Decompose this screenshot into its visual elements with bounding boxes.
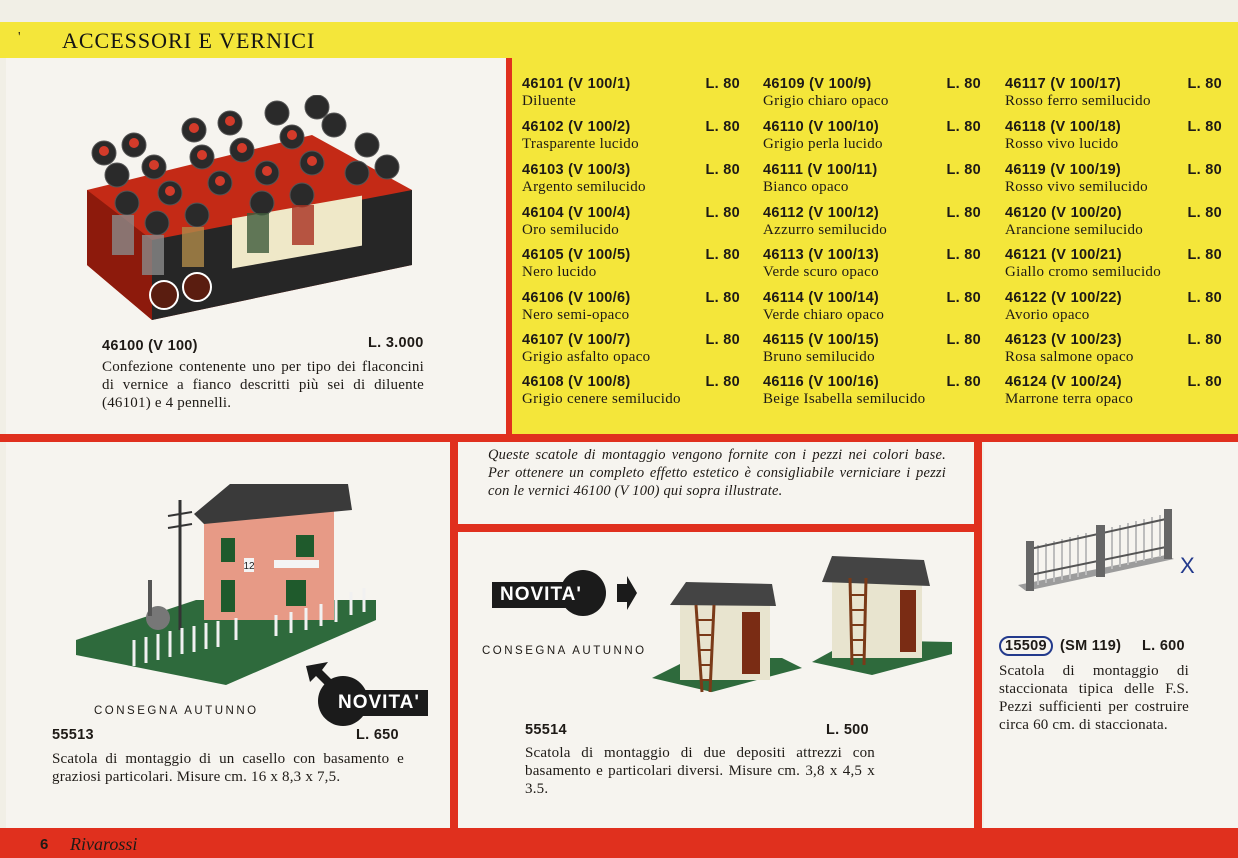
paint-price: L. 80 bbox=[705, 119, 740, 135]
rivarossi-logo: Rivarossi bbox=[70, 834, 138, 854]
paint-price: L. 80 bbox=[1187, 290, 1222, 306]
staccionata-price: L. 600 bbox=[1142, 638, 1185, 654]
paint-item bbox=[763, 205, 981, 247]
footer-bar bbox=[0, 828, 1238, 858]
header-mark: ' bbox=[18, 30, 21, 45]
depositi-novita-badge: NOVITA' bbox=[492, 582, 590, 608]
paint-code: 46111 (V 100/11) bbox=[763, 162, 878, 178]
paint-code: 46104 (V 100/4) bbox=[522, 205, 631, 221]
paint-item bbox=[1005, 290, 1222, 332]
paint-price: L. 80 bbox=[705, 374, 740, 390]
staccionata-description: Scatola di montaggio di staccionata tipica delle F.S. Pezzi sufficienti per costruire circa 60 cm. di staccionata. bbox=[999, 663, 1189, 733]
paint-name: Grigio chiaro opaco bbox=[763, 93, 889, 109]
paint-item bbox=[763, 332, 981, 374]
kit-code: 46100 (V 100) bbox=[102, 338, 198, 354]
paint-name: Rosso ferro semilucido bbox=[1005, 93, 1151, 109]
casello-sign-number: 12 bbox=[243, 561, 255, 572]
paint-item bbox=[522, 162, 740, 204]
paint-price: L. 80 bbox=[946, 332, 981, 348]
paint-item bbox=[1005, 374, 1222, 416]
paint-item bbox=[1005, 332, 1222, 374]
casello-price: L. 650 bbox=[356, 727, 399, 743]
assembly-note: Queste scatole di montaggio vengono fornite con i pezzi nei colori base. Per ottenere un completo effetto estetico è consigliabile verniciare i pezzi con le vernici 46100 (V 100) qui sopra illustrate. bbox=[488, 447, 946, 499]
page-number: 6 bbox=[40, 836, 49, 853]
arrow-right-icon bbox=[617, 576, 637, 610]
paint-price: L. 80 bbox=[946, 162, 981, 178]
paint-code: 46109 (V 100/9) bbox=[763, 76, 872, 92]
paint-name: Giallo cromo semilucido bbox=[1005, 264, 1162, 280]
paint-name: Rosso vivo semilucido bbox=[1005, 179, 1148, 195]
paint-name: Argento semilucido bbox=[522, 179, 646, 195]
paint-code: 46112 (V 100/12) bbox=[763, 205, 880, 221]
paint-code: 46113 (V 100/13) bbox=[763, 247, 880, 263]
paint-item bbox=[522, 247, 740, 289]
kit-description: Confezione contenente uno per tipo dei flaconcini di vernice a fianco descritti più sei di diluente (46101) e 4 pennelli. bbox=[102, 359, 424, 411]
paint-code: 46108 (V 100/8) bbox=[522, 374, 631, 390]
staccionata-illustration bbox=[1016, 505, 1176, 600]
paint-code: 46121 (V 100/21) bbox=[1005, 247, 1122, 263]
paint-code: 46115 (V 100/15) bbox=[763, 332, 880, 348]
paint-price: L. 80 bbox=[705, 76, 740, 92]
paint-name: Arancione semilucido bbox=[1005, 222, 1144, 238]
divider-vertical-right bbox=[974, 442, 982, 830]
paint-price: L. 80 bbox=[705, 162, 740, 178]
paint-price: L. 80 bbox=[1187, 374, 1222, 390]
paint-item bbox=[763, 290, 981, 332]
paint-name: Avorio opaco bbox=[1005, 307, 1090, 323]
paint-name: Grigio asfalto opaco bbox=[522, 349, 651, 365]
depositi-description: Scatola di montaggio di due depositi attrezzi con basamento e particolari diversi. Misure cm. 3,8 x 4,5 x 3.5. bbox=[525, 745, 875, 797]
paint-price: L. 80 bbox=[946, 290, 981, 306]
paint-item bbox=[522, 374, 740, 416]
paint-code: 46105 (V 100/5) bbox=[522, 247, 631, 263]
paint-code: 46119 (V 100/19) bbox=[1005, 162, 1122, 178]
paint-item bbox=[763, 119, 981, 161]
paint-name: Beige Isabella semilucido bbox=[763, 391, 926, 407]
paint-code: 46107 (V 100/7) bbox=[522, 332, 631, 348]
depositi-illustration bbox=[652, 550, 962, 695]
paint-code: 46101 (V 100/1) bbox=[522, 76, 631, 92]
paint-code: 46114 (V 100/14) bbox=[763, 290, 880, 306]
paint-price: L. 80 bbox=[1187, 76, 1222, 92]
divider-horizontal-mid bbox=[0, 434, 1238, 442]
paint-price: L. 80 bbox=[1187, 205, 1222, 221]
paint-name: Verde chiaro opaco bbox=[763, 307, 885, 323]
paint-name: Diluente bbox=[522, 93, 577, 109]
paint-price: L. 80 bbox=[946, 247, 981, 263]
paint-price: L. 80 bbox=[705, 332, 740, 348]
depositi-code: 55514 bbox=[525, 722, 567, 738]
paint-name: Bruno semilucido bbox=[763, 349, 875, 365]
paint-item bbox=[1005, 162, 1222, 204]
paint-code: 46117 (V 100/17) bbox=[1005, 76, 1122, 92]
paint-name: Grigio perla lucido bbox=[763, 136, 883, 152]
paint-name: Rosso vivo lucido bbox=[1005, 136, 1119, 152]
paint-kit-illustration bbox=[82, 95, 417, 325]
paint-item bbox=[1005, 76, 1222, 118]
paint-code: 46106 (V 100/6) bbox=[522, 290, 631, 306]
divider-vertical-left bbox=[450, 442, 458, 830]
paint-code: 46118 (V 100/18) bbox=[1005, 119, 1122, 135]
paint-item bbox=[522, 332, 740, 374]
staccionata-mark: X bbox=[1180, 553, 1195, 578]
paint-item bbox=[522, 290, 740, 332]
kit-price: L. 3.000 bbox=[368, 335, 424, 351]
paint-price: L. 80 bbox=[946, 374, 981, 390]
casello-code: 55513 bbox=[52, 727, 94, 743]
casello-novita-badge: NOVITA' bbox=[330, 690, 428, 716]
paint-item bbox=[522, 119, 740, 161]
paint-item bbox=[763, 247, 981, 289]
paint-name: Nero lucido bbox=[522, 264, 597, 280]
paint-code: 46103 (V 100/3) bbox=[522, 162, 631, 178]
paint-item bbox=[763, 374, 981, 416]
paint-code: 46123 (V 100/23) bbox=[1005, 332, 1122, 348]
casello-description: Scatola di montaggio di un casello con basamento e graziosi particolari. Misure cm. 16 x 8,3 x 7,5. bbox=[52, 751, 404, 785]
paint-item bbox=[522, 205, 740, 247]
paint-code: 46110 (V 100/10) bbox=[763, 119, 880, 135]
divider-horizontal-note bbox=[458, 524, 974, 532]
divider-vertical-top bbox=[506, 58, 512, 438]
paint-item bbox=[522, 76, 740, 118]
paint-name: Nero semi-opaco bbox=[522, 307, 630, 323]
paint-name: Trasparente lucido bbox=[522, 136, 639, 152]
paint-name: Azzurro semilucido bbox=[763, 222, 888, 238]
paint-item bbox=[763, 162, 981, 204]
paint-name: Rosa salmone opaco bbox=[1005, 349, 1134, 365]
staccionata-code: (SM 119) bbox=[1060, 638, 1122, 654]
paint-name: Grigio cenere semilucido bbox=[522, 391, 681, 407]
depositi-delivery: CONSEGNA AUTUNNO bbox=[482, 645, 647, 657]
paint-price: L. 80 bbox=[1187, 247, 1222, 263]
paint-price: L. 80 bbox=[1187, 119, 1222, 135]
paint-item bbox=[1005, 119, 1222, 161]
paint-item bbox=[763, 76, 981, 118]
paint-price: L. 80 bbox=[946, 76, 981, 92]
staccionata-panel bbox=[984, 442, 1238, 828]
paint-price: L. 80 bbox=[705, 290, 740, 306]
paint-price: L. 80 bbox=[1187, 332, 1222, 348]
paint-name: Oro semilucido bbox=[522, 222, 620, 238]
paint-price: L. 80 bbox=[705, 205, 740, 221]
depositi-price: L. 500 bbox=[826, 722, 869, 738]
paint-price: L. 80 bbox=[946, 205, 981, 221]
casello-illustration bbox=[76, 480, 386, 690]
paint-code: 46116 (V 100/16) bbox=[763, 374, 880, 390]
paint-code: 46124 (V 100/24) bbox=[1005, 374, 1122, 390]
paint-item bbox=[1005, 247, 1222, 289]
paint-price: L. 80 bbox=[946, 119, 981, 135]
page-title: ACCESSORI E VERNICI bbox=[62, 28, 316, 53]
paint-item bbox=[1005, 205, 1222, 247]
paint-price: L. 80 bbox=[1187, 162, 1222, 178]
staccionata-circled-code: 15509 bbox=[999, 636, 1053, 656]
paint-name: Verde scuro opaco bbox=[763, 264, 879, 280]
paint-code: 46122 (V 100/22) bbox=[1005, 290, 1122, 306]
paint-code: 46120 (V 100/20) bbox=[1005, 205, 1122, 221]
paint-name: Marrone terra opaco bbox=[1005, 391, 1134, 407]
paint-price: L. 80 bbox=[705, 247, 740, 263]
paint-code: 46102 (V 100/2) bbox=[522, 119, 631, 135]
casello-delivery: CONSEGNA AUTUNNO bbox=[94, 705, 259, 717]
paint-name: Bianco opaco bbox=[763, 179, 849, 195]
